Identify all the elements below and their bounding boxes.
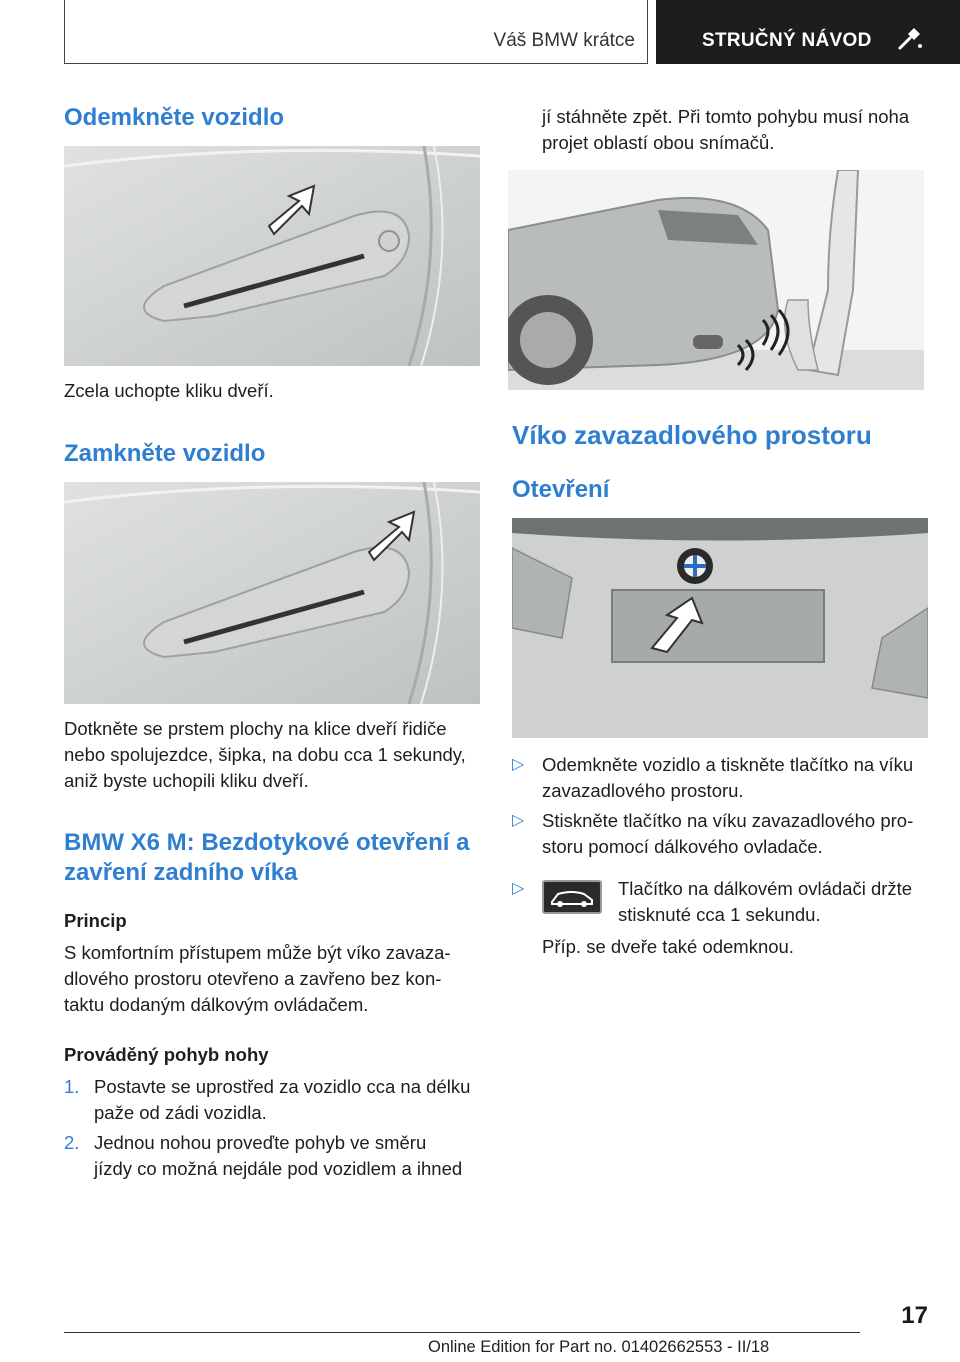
header-section-box: [64, 0, 648, 64]
bullet-item: ▷ Stiskněte tlačítko na víku zavazadlového pro- storu pomocí dálkového ovladače.: [512, 810, 914, 857]
continued-text: jí stáhněte zpět. Při tomto pohybu musí noha projet oblastí obou snímačů.: [542, 106, 910, 153]
motion-heading: Prováděný pohyb nohy: [64, 1044, 269, 1065]
principle-text: S komfortním přístupem může být víko zavaza- dlového prostoru otevřeno a zavřeno bez kon- taktu dodaným dálkovým ovládačem.: [64, 942, 451, 1015]
header-section-title: Váš BMW krátce: [493, 30, 635, 51]
remote-trunk-key-icon: [542, 880, 602, 914]
open-heading: Otevření: [512, 476, 610, 503]
triangle-bullet-icon: ▷: [512, 812, 525, 829]
bullet-item-key: ▷ Tlačítko na dálkovém ovládači držte stisknuté cca 1 sekundu.: [512, 878, 913, 925]
lock-heading: Zamkněte vozidlo: [64, 440, 266, 467]
step-number: 2.: [64, 1132, 80, 1153]
x6-heading: BMW X6 M: Bezdotykové otevření a zavření zadního víka: [64, 829, 470, 886]
header-chapter-title: STRUČNÝ NÁVOD: [702, 30, 872, 51]
header-chapter-box: [656, 0, 960, 64]
door-handle-lock-image: [64, 482, 480, 704]
footer-divider: [64, 1332, 860, 1333]
step-number: 1.: [64, 1076, 80, 1097]
lock-text: Dotkněte se prstem plochy na klice dveří řidiče nebo spolujezdce, šipka, na dobu cca 1 sekundy, aniž byste uchopili kliku dveří.: [64, 718, 466, 791]
tool-icon: [896, 28, 926, 52]
step-item: 2. Jednou nohou proveďte pohyb ve směru jízdy co možná nejdále pod vozidlem a ihned: [64, 1132, 463, 1179]
trunk-heading: Víko zavazadlového prostoru: [512, 420, 872, 450]
note-text: Příp. se dveře také odemknou.: [542, 936, 794, 957]
footer-edition: Online Edition for Part no. 01402662553 - II/18: [428, 1338, 770, 1356]
bullet-item: ▷ Odemkněte vozidlo a tiskněte tlačítko na víku zavazadlového prostoru.: [512, 754, 914, 801]
step-item: 1. Postavte se uprostřed za vozidlo cca na délku paže od zádi vozidla.: [64, 1076, 471, 1123]
trunk-lid-image: [512, 518, 928, 738]
door-handle-unlock-image: [64, 146, 480, 366]
unlock-heading: Odemkněte vozidlo: [64, 104, 285, 131]
foot-motion-image: [508, 170, 924, 390]
principle-heading: Princip: [64, 910, 127, 931]
triangle-bullet-icon: ▷: [512, 880, 525, 897]
page-number: 17: [901, 1302, 928, 1329]
triangle-bullet-icon: ▷: [512, 756, 525, 773]
unlock-caption: Zcela uchopte kliku dveří.: [64, 380, 274, 401]
